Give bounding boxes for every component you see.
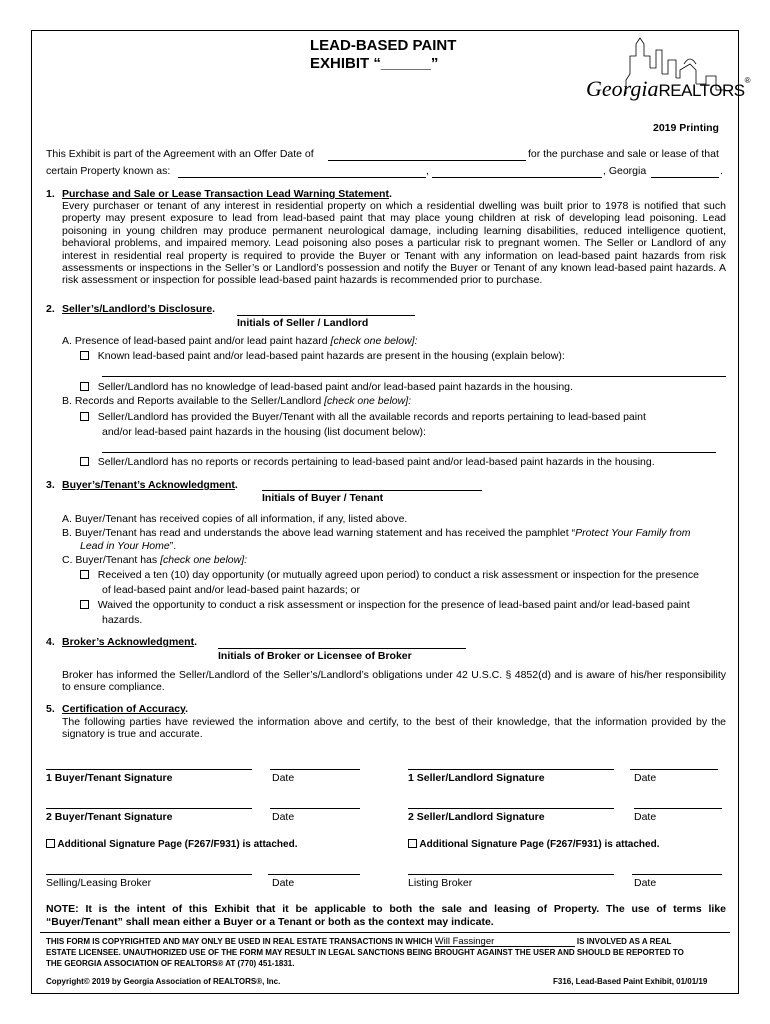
listing-broker-label: Listing Broker: [408, 877, 473, 889]
section1-heading: Purchase and Sale or Lease Transaction Lead Warning Statement.: [62, 188, 392, 200]
logo-registered-mark: ®: [744, 76, 751, 85]
checkbox[interactable]: [80, 412, 89, 421]
seller2-signature-label: 2 Seller/Landlord Signature: [408, 811, 545, 823]
provided-records-line2: and/or lead-based paint hazards in the housing (list document below):: [102, 426, 426, 438]
seller1-date-field[interactable]: [630, 769, 718, 770]
section1-number: 1.: [46, 188, 55, 200]
section5-number: 5.: [46, 703, 55, 715]
listing-broker-field[interactable]: [408, 874, 614, 875]
seller2-date-label: Date: [634, 811, 657, 823]
checkbox[interactable]: [80, 600, 89, 609]
property-city-field[interactable]: [432, 177, 602, 178]
section4-heading: Broker’s Acknowledgment.: [62, 636, 197, 648]
checkbox[interactable]: [80, 351, 89, 360]
buyer2-signature-label: 2 Buyer/Tenant Signature: [46, 811, 173, 823]
section5-body: The following parties have reviewed the information above and certify, to the best of their knowledge, that the information provided by the signatory is true and accurate.: [62, 716, 726, 741]
buyer1-date-field[interactable]: [270, 769, 360, 770]
seller2-signature-field[interactable]: [408, 808, 614, 809]
section2-heading: Seller’s/Landlord’s Disclosure.: [62, 303, 216, 315]
form-title-line1: LEAD-BASED PAINT: [310, 37, 457, 54]
seller-initials-label: Initials of Seller / Landlord: [237, 317, 369, 329]
form-title-line2: EXHIBIT “______”: [310, 55, 439, 72]
listing-broker-date-field[interactable]: [632, 874, 722, 875]
intro-offer-label: This Exhibit is part of the Agreement with an Offer Date of: [46, 148, 314, 160]
offer-date-field[interactable]: [328, 160, 526, 161]
selling-broker-field[interactable]: [46, 874, 252, 875]
buyer1-date-label: Date: [272, 772, 295, 784]
seller1-signature-label: 1 Seller/Landlord Signature: [408, 772, 545, 784]
checkbox[interactable]: [80, 570, 89, 579]
buyer-initials-label: Initials of Buyer / Tenant: [262, 492, 384, 504]
selling-broker-date-field[interactable]: [268, 874, 360, 875]
form-identifier: F316, Lead-Based Paint Exhibit, 01/01/19: [553, 977, 708, 986]
checkbox[interactable]: [46, 839, 55, 848]
section2-number: 2.: [46, 303, 55, 315]
buyer1-signature-field[interactable]: [46, 769, 252, 770]
selling-broker-date-label: Date: [272, 877, 295, 889]
section3b-line2: Lead in Your Home”.: [80, 540, 177, 552]
footer-divider: [40, 932, 730, 933]
checkbox[interactable]: [408, 839, 417, 848]
section1-body: Every purchaser or tenant of any interest in residential property on which a residential dwelling was built prior to 1978 is notified that such property may present exposure to lead from lead-based paint that may place young children at risk of developing lead poisoning. Lead poisoning in young children may produce permanent neurological damage, including learning disabilities, reduced intelligence quotient, behavioral problems, and impaired memory. Lead poisoning also poses a particular risk to pregnant women. The Seller or Landlord of any interest in residential real property is required to provide the Buyer or Tenant with any information on lead-based paint hazards from risk assessments or inspections in the Seller’s or Landlord’s possession and notify the Buyer or Tenant of any known lead-based paint hazards. A risk assessment or inspection for possible lead-based paint hazards is recommended prior to purchase.: [62, 200, 726, 287]
known-lead-option[interactable]: Known lead-based paint and/or lead-based paint hazards are present in the housing (explain below):: [80, 350, 565, 362]
section3-number: 3.: [46, 479, 55, 491]
section2a: A. Presence of lead-based paint and/or lead paint hazard [check one below]:: [62, 335, 418, 347]
received-opportunity-line2: of lead-based paint and/or lead-based paint hazards; or: [102, 584, 361, 596]
property-zip-field[interactable]: [651, 177, 719, 178]
copyright-notice-line2: ESTATE LICENSEE. UNAUTHORIZED USE OF THE FORM MAY RESULT IN LEGAL SANCTIONS BEING BROUGHT AGAINST THE USER AND SHOULD BE REPORTED TO: [46, 948, 684, 957]
no-knowledge-option[interactable]: Seller/Landlord has no knowledge of lead-based paint and/or lead-based paint hazards in the housing.: [80, 381, 573, 393]
no-records-option[interactable]: Seller/Landlord has no reports or records pertaining to lead-based paint and/or lead-based paint hazards in the housing.: [80, 456, 655, 468]
buyer2-signature-field[interactable]: [46, 808, 252, 809]
buyer-initials-field[interactable]: [262, 490, 482, 491]
seller1-date-label: Date: [634, 772, 657, 784]
property-label: certain Property known as:: [46, 165, 171, 177]
seller2-date-field[interactable]: [634, 808, 722, 809]
logo-word-realtors: REALTORS: [658, 81, 745, 100]
section2b: B. Records and Reports available to the Seller/Landlord [check one below]:: [62, 395, 412, 407]
seller-additional-signature-option[interactable]: Additional Signature Page (F267/F931) is attached.: [408, 839, 659, 850]
section3c: C. Buyer/Tenant has [check one below]:: [62, 554, 248, 566]
document-list-field[interactable]: [102, 452, 716, 453]
section4-number: 4.: [46, 636, 55, 648]
logo-word-georgia: Georgia: [586, 76, 659, 101]
waived-opportunity-line2: hazards.: [102, 614, 143, 626]
licensee-name-field[interactable]: Will Fassinger: [435, 937, 575, 947]
broker-initials-field[interactable]: [218, 648, 466, 649]
section3-heading: Buyer’s/Tenant’s Acknowledgment.: [62, 479, 238, 491]
copyright-notice-line1: THIS FORM IS COPYRIGHTED AND MAY ONLY BE USED IN REAL ESTATE TRANSACTIONS IN WHICH Will Fassinger IS INVOLVED AS A REAL: [46, 936, 672, 947]
note-line2: “Buyer/Tenant” shall mean either a Buyer or a Tenant or both as the context may indicate.: [46, 916, 494, 928]
listing-broker-date-label: Date: [634, 877, 657, 889]
section3a: A. Buyer/Tenant has received copies of all information, if any, listed above.: [62, 513, 408, 525]
note-line1: NOTE: It is the intent of this Exhibit that it be applicable to both the sale and leasing of Property. The use of terms like: [46, 903, 726, 915]
georgia-realtors-logo: [586, 34, 751, 124]
address-separator: ,: [426, 165, 429, 177]
state-label: , Georgia: [603, 165, 647, 177]
selling-broker-label: Selling/Leasing Broker: [46, 877, 152, 889]
provided-records-option[interactable]: Seller/Landlord has provided the Buyer/Tenant with all the available records and reports pertaining to lead-based paint: [80, 411, 646, 423]
seller1-signature-field[interactable]: [408, 769, 614, 770]
known-lead-explain-field[interactable]: [102, 376, 726, 377]
broker-initials-label: Initials of Broker or Licensee of Broker: [218, 650, 412, 662]
intro-purpose-text: for the purchase and sale or lease of that: [528, 148, 719, 160]
buyer2-date-label: Date: [272, 811, 295, 823]
buyer1-signature-label: 1 Buyer/Tenant Signature: [46, 772, 173, 784]
checkbox[interactable]: [80, 382, 89, 391]
waived-opportunity-option[interactable]: Waived the opportunity to conduct a risk assessment or inspection for the presence of lead-based paint and/or lead-based paint: [80, 599, 690, 611]
buyer2-date-field[interactable]: [270, 808, 360, 809]
checkbox[interactable]: [80, 457, 89, 466]
copyright-line: Copyright© 2019 by Georgia Association of REALTORS®, Inc.: [46, 977, 281, 986]
section3b: B. Buyer/Tenant has read and understands the above lead warning statement and has received the pamphlet “Protect Your Family from: [62, 527, 691, 539]
section4-body: Broker has informed the Seller/Landlord of the Seller’s/Landlord’s obligations under 42 U.S.C. § 4852(d) and is aware of his/her responsibility to ensure compliance.: [62, 669, 726, 694]
address-end: .: [720, 165, 723, 177]
copyright-notice-line3: THE GEORGIA ASSOCIATION OF REALTORS® AT (770) 451-1831.: [46, 959, 295, 968]
section5-heading: Certification of Accuracy.: [62, 703, 189, 715]
buyer-additional-signature-option[interactable]: Additional Signature Page (F267/F931) is attached.: [46, 839, 297, 850]
property-address-field[interactable]: [178, 177, 426, 178]
printing-year: 2019 Printing: [653, 122, 719, 134]
seller-initials-field[interactable]: [237, 315, 415, 316]
received-opportunity-option[interactable]: Received a ten (10) day opportunity (or mutually agreed upon period) to conduct a risk assessment or inspection for the presence: [80, 569, 699, 581]
